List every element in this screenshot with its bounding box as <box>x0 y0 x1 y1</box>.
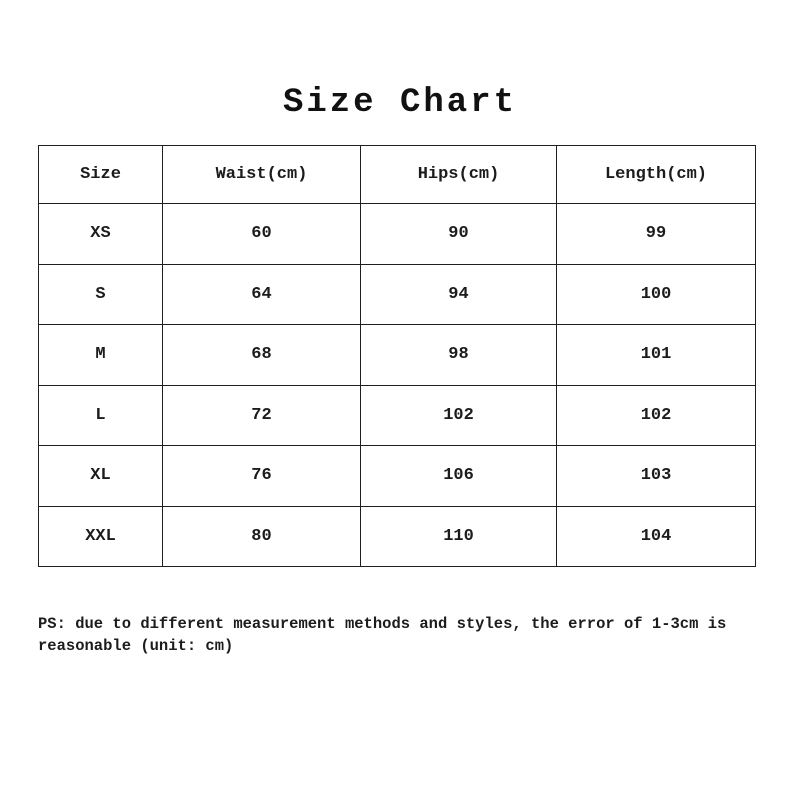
measurement-cell: 80 <box>163 506 361 567</box>
table-row-s <box>39 264 756 325</box>
measurement-cell: 110 <box>361 506 557 567</box>
measurement-cell: 104 <box>557 506 756 567</box>
table-row-l <box>39 385 756 446</box>
size-label-cell: XL <box>39 446 163 507</box>
measurement-cell: 98 <box>361 325 557 386</box>
measurement-cell: 72 <box>163 385 361 446</box>
size-label-cell: S <box>39 264 163 325</box>
size-label-cell: L <box>39 385 163 446</box>
page-title: Size Chart <box>282 84 518 122</box>
column-header-hips-cm: Hips(cm) <box>361 146 557 204</box>
measurement-cell: 102 <box>361 385 557 446</box>
measurement-cell: 68 <box>163 325 361 386</box>
column-header-waist-cm: Waist(cm) <box>163 146 361 204</box>
table-row-xl <box>39 446 756 507</box>
measurement-cell: 99 <box>557 204 756 265</box>
table-row-xs <box>39 204 756 265</box>
column-header-length-cm: Length(cm) <box>557 146 756 204</box>
size-label-cell: XXL <box>39 506 163 567</box>
table-header <box>39 146 756 204</box>
measurement-note: PS: due to different measurement methods and styles, the error of 1-3cm is reasonable (unit: cm) <box>38 615 727 656</box>
measurement-cell: 94 <box>361 264 557 325</box>
measurement-cell: 76 <box>163 446 361 507</box>
measurement-cell: 102 <box>557 385 756 446</box>
measurement-cell: 60 <box>163 204 361 265</box>
measurement-cell: 101 <box>557 325 756 386</box>
column-header-size: Size <box>39 146 163 204</box>
size-label-cell: XS <box>39 204 163 265</box>
table-row-xxl <box>39 506 756 567</box>
table-row-m <box>39 325 756 386</box>
measurement-cell: 100 <box>557 264 756 325</box>
table-body <box>39 204 756 567</box>
size-label-cell: M <box>39 325 163 386</box>
measurement-cell: 103 <box>557 446 756 507</box>
size-chart-table <box>38 145 756 567</box>
measurement-cell: 106 <box>361 446 557 507</box>
measurement-cell: 90 <box>361 204 557 265</box>
measurement-cell: 64 <box>163 264 361 325</box>
table-header-row <box>39 146 756 204</box>
